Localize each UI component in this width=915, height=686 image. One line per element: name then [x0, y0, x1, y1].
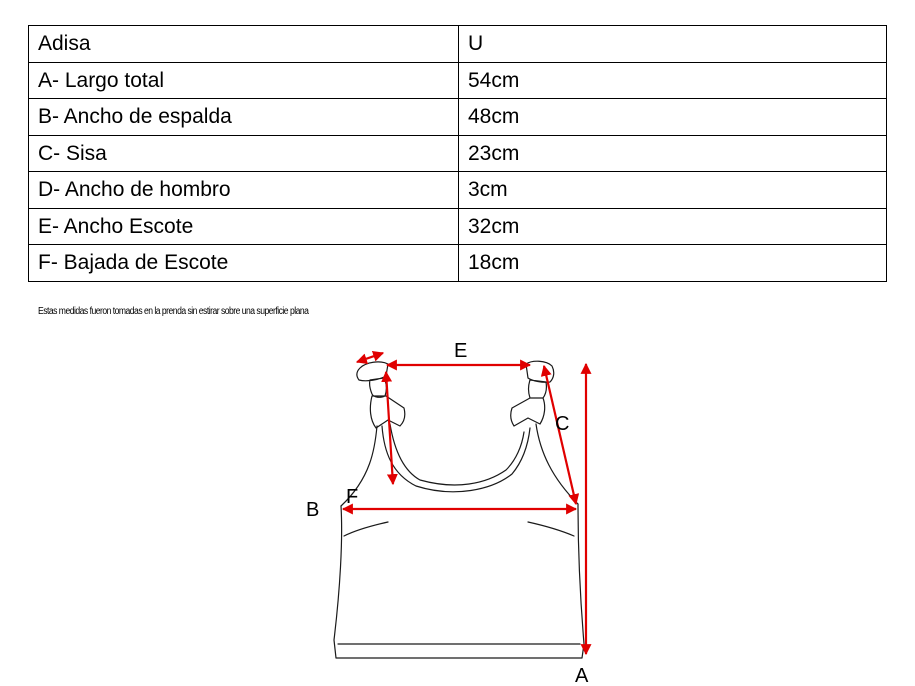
table-row [29, 135, 887, 172]
label-e: E [454, 340, 468, 362]
right-strap [536, 424, 578, 504]
side-dart-right [528, 522, 574, 536]
label-b: B [306, 499, 320, 521]
arrow-d [357, 353, 383, 362]
label-f: F [346, 486, 359, 508]
label-a: A [575, 665, 589, 686]
size-value: U [459, 26, 887, 63]
measure-value-c: 23cm [459, 135, 887, 172]
measure-label-b: B- Ancho de espalda [29, 99, 459, 136]
measure-value-d: 3cm [459, 172, 887, 209]
garment-diagram [0, 330, 915, 686]
left-strap [341, 424, 530, 506]
measure-value-a: 54cm [459, 62, 887, 99]
table-row [29, 208, 887, 245]
measure-label-a: A- Largo total [29, 62, 459, 99]
measure-value-f: 18cm [459, 245, 887, 282]
measurements-table [28, 25, 887, 282]
table-row [29, 99, 887, 136]
table-row [29, 26, 887, 63]
measurement-arrows [343, 353, 586, 654]
right-bow [511, 361, 554, 426]
table-row [29, 245, 887, 282]
table-row [29, 62, 887, 99]
measure-label-c: C- Sisa [29, 135, 459, 172]
measure-label-d: D- Ancho de hombro [29, 172, 459, 209]
measurement-note: Estas medidas fueron tomadas en la prenda sin estirar sobre una superficie plana [38, 306, 309, 317]
left-bow [357, 362, 405, 428]
arrow-f [386, 372, 393, 484]
label-c: C [555, 413, 570, 435]
table-row [29, 172, 887, 209]
size-model-label: Adisa [29, 26, 459, 63]
measure-label-e: E- Ancho Escote [29, 208, 459, 245]
measure-value-b: 48cm [459, 99, 887, 136]
measure-value-e: 32cm [459, 208, 887, 245]
measure-label-f: F- Bajada de Escote [29, 245, 459, 282]
side-dart-left [344, 522, 388, 536]
